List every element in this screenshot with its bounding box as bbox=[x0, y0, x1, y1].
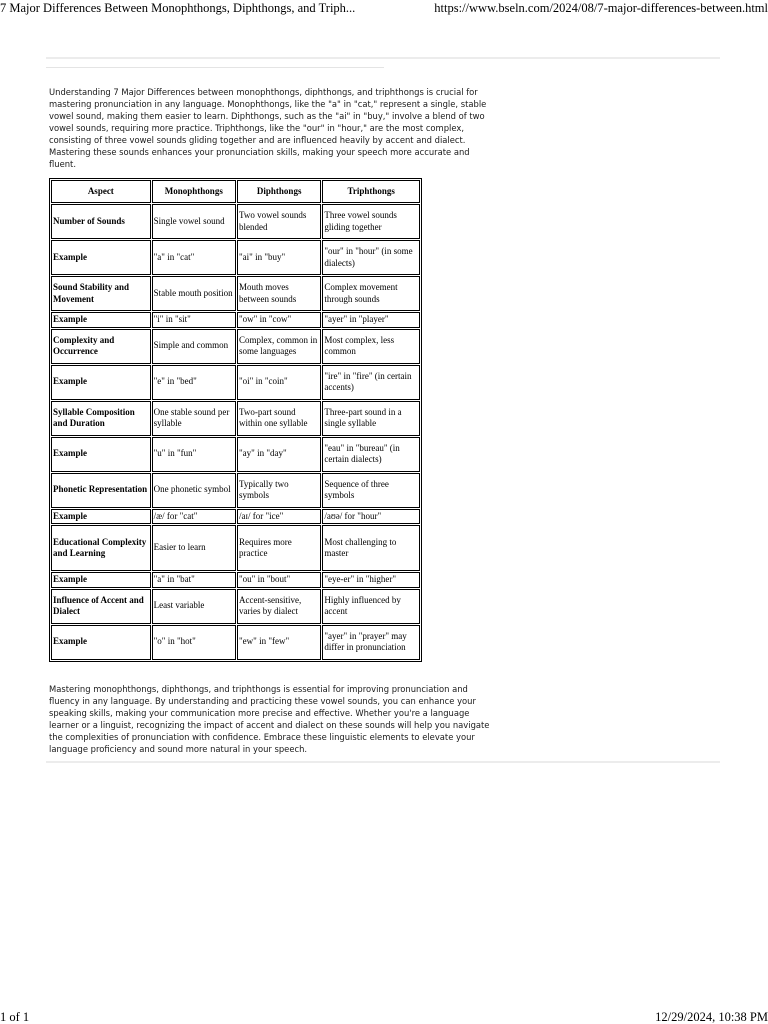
table-cell: Single vowel sound bbox=[152, 204, 236, 239]
header-cell-triphthongs: Triphthongs bbox=[322, 180, 420, 203]
table-cell: "i" in "sit" bbox=[152, 312, 236, 328]
bottom-divider bbox=[46, 761, 720, 763]
table-cell: /aɪ/ for "ice" bbox=[237, 509, 321, 525]
table-cell: "ire" in "fire" (in certain accents) bbox=[322, 365, 420, 400]
table-row bbox=[51, 525, 420, 571]
table-row bbox=[51, 365, 420, 400]
table-cell: "u" in "fun" bbox=[152, 437, 236, 472]
table-cell: Least variable bbox=[152, 589, 236, 624]
table-cell: Easier to learn bbox=[152, 525, 236, 571]
table-cell: Most complex, less common bbox=[322, 329, 420, 364]
table-row bbox=[51, 401, 420, 436]
table-cell: Phonetic Representation bbox=[51, 473, 151, 508]
table-cell: /aʊə/ for "hour" bbox=[322, 509, 420, 525]
table-cell: Example bbox=[51, 240, 151, 275]
page-url: https://www.bseln.com/2024/08/7-major-differences-between.html bbox=[434, 1, 768, 15]
table-cell: Complex movement through sounds bbox=[322, 276, 420, 311]
table-row bbox=[51, 276, 420, 311]
table-cell: Accent-sensitive, varies by dialect bbox=[237, 589, 321, 624]
page-count: 1 of 1 bbox=[0, 1010, 30, 1024]
comparison-table bbox=[49, 178, 422, 662]
table-cell: Example bbox=[51, 572, 151, 588]
table-cell: "o" in "hot" bbox=[152, 625, 236, 660]
table-header-row bbox=[51, 180, 420, 203]
header-cell-monophthongs: Monophthongs bbox=[152, 180, 236, 203]
table-cell: Example bbox=[51, 625, 151, 660]
table-cell: Simple and common bbox=[152, 329, 236, 364]
table-row bbox=[51, 572, 420, 588]
table-cell: Influence of Accent and Dialect bbox=[51, 589, 151, 624]
table-cell: Number of Sounds bbox=[51, 204, 151, 239]
table-cell: Three-part sound in a single syllable bbox=[322, 401, 420, 436]
table-cell: Two-part sound within one syllable bbox=[237, 401, 321, 436]
table-cell: Complex, common in some languages bbox=[237, 329, 321, 364]
table-cell: One stable sound per syllable bbox=[152, 401, 236, 436]
table-cell: Complexity and Occurrence bbox=[51, 329, 151, 364]
print-datetime: 12/29/2024, 10:38 PM bbox=[655, 1010, 768, 1024]
table-cell: "ayer" in "player" bbox=[322, 312, 420, 328]
table-row bbox=[51, 329, 420, 364]
table-cell: Typically two symbols bbox=[237, 473, 321, 508]
table-cell: Two vowel sounds blended bbox=[237, 204, 321, 239]
table-cell: "oi" in "coin" bbox=[237, 365, 321, 400]
table-cell: Requires more practice bbox=[237, 525, 321, 571]
table-cell: Example bbox=[51, 365, 151, 400]
table-cell: "ai" in "buy" bbox=[237, 240, 321, 275]
table-cell: "ou" in "bout" bbox=[237, 572, 321, 588]
table-row bbox=[51, 625, 420, 660]
table-cell: Syllable Composition and Duration bbox=[51, 401, 151, 436]
table-cell: Sound Stability and Movement bbox=[51, 276, 151, 311]
table-cell: Example bbox=[51, 437, 151, 472]
table-cell: "ow" in "cow" bbox=[237, 312, 321, 328]
table-cell: "eye-er" in "higher" bbox=[322, 572, 420, 588]
table-cell: Stable mouth position bbox=[152, 276, 236, 311]
table-cell: "e" in "bed" bbox=[152, 365, 236, 400]
table-row bbox=[51, 204, 420, 239]
table-cell: "ay" in "day" bbox=[237, 437, 321, 472]
table-cell: "ayer" in "prayer" may differ in pronunciation bbox=[322, 625, 420, 660]
table-cell: Example bbox=[51, 509, 151, 525]
table-row bbox=[51, 312, 420, 328]
table-cell: Example bbox=[51, 312, 151, 328]
table-row bbox=[51, 473, 420, 508]
table-cell: "a" in "bat" bbox=[152, 572, 236, 588]
table-cell: /æ/ for "cat" bbox=[152, 509, 236, 525]
table-cell: Highly influenced by accent bbox=[322, 589, 420, 624]
table-row bbox=[51, 437, 420, 472]
header-cell-diphthongs: Diphthongs bbox=[237, 180, 321, 203]
table-cell: "a" in "cat" bbox=[152, 240, 236, 275]
top-divider bbox=[46, 57, 720, 59]
table-cell: Most challenging to master bbox=[322, 525, 420, 571]
top-divider-short bbox=[46, 67, 384, 68]
table-cell: One phonetic symbol bbox=[152, 473, 236, 508]
table-cell: "ew" in "few" bbox=[237, 625, 321, 660]
conclusion-paragraph: Mastering monophthongs, diphthongs, and triphthongs is essential for improving pronunciation and fluency in any language. By understanding and practicing these vowel sounds, you can enhance your speaking skills, making your communication more precise and effective. Whether you're a language learner or a linguist, recognizing the impact of accent and dialect on these sounds will help you navigate the complexities of pronunciation with confidence. Embrace these linguistic elements to elevate your language proficiency and sound more natural in your speech. bbox=[49, 684, 490, 754]
table-cell: Mouth moves between sounds bbox=[237, 276, 321, 311]
table-row bbox=[51, 509, 420, 525]
table-row bbox=[51, 589, 420, 624]
table-cell: Three vowel sounds gliding together bbox=[322, 204, 420, 239]
table-cell: "our" in "hour" (in some dialects) bbox=[322, 240, 420, 275]
table-cell: "eau" in "bureau" (in certain dialects) bbox=[322, 437, 420, 472]
page-title: 7 Major Differences Between Monophthongs, Diphthongs, and Triph... bbox=[0, 1, 356, 15]
table-row bbox=[51, 240, 420, 275]
intro-paragraph: Understanding 7 Major Differences between monophthongs, diphthongs, and triphthongs is crucial for mastering pronunciation in any language. Monophthongs, like the "a" in "cat," represent a single, stable vowel sound, making them easier to learn. Diphthongs, such as the "ai" in "buy," involve a blend of two vowel sounds, requiring more practice. Triphthongs, like the "our" in "hour," are the most complex, consisting of three vowel sounds gliding together and are influenced heavily by accent and dialect. Mastering these sounds enhances your pronunciation skills, making your speech more accurate and fluent. bbox=[49, 87, 487, 169]
table-cell: Educational Complexity and Learning bbox=[51, 525, 151, 571]
table-cell: Sequence of three symbols bbox=[322, 473, 420, 508]
header-cell-aspect: Aspect bbox=[51, 180, 151, 203]
